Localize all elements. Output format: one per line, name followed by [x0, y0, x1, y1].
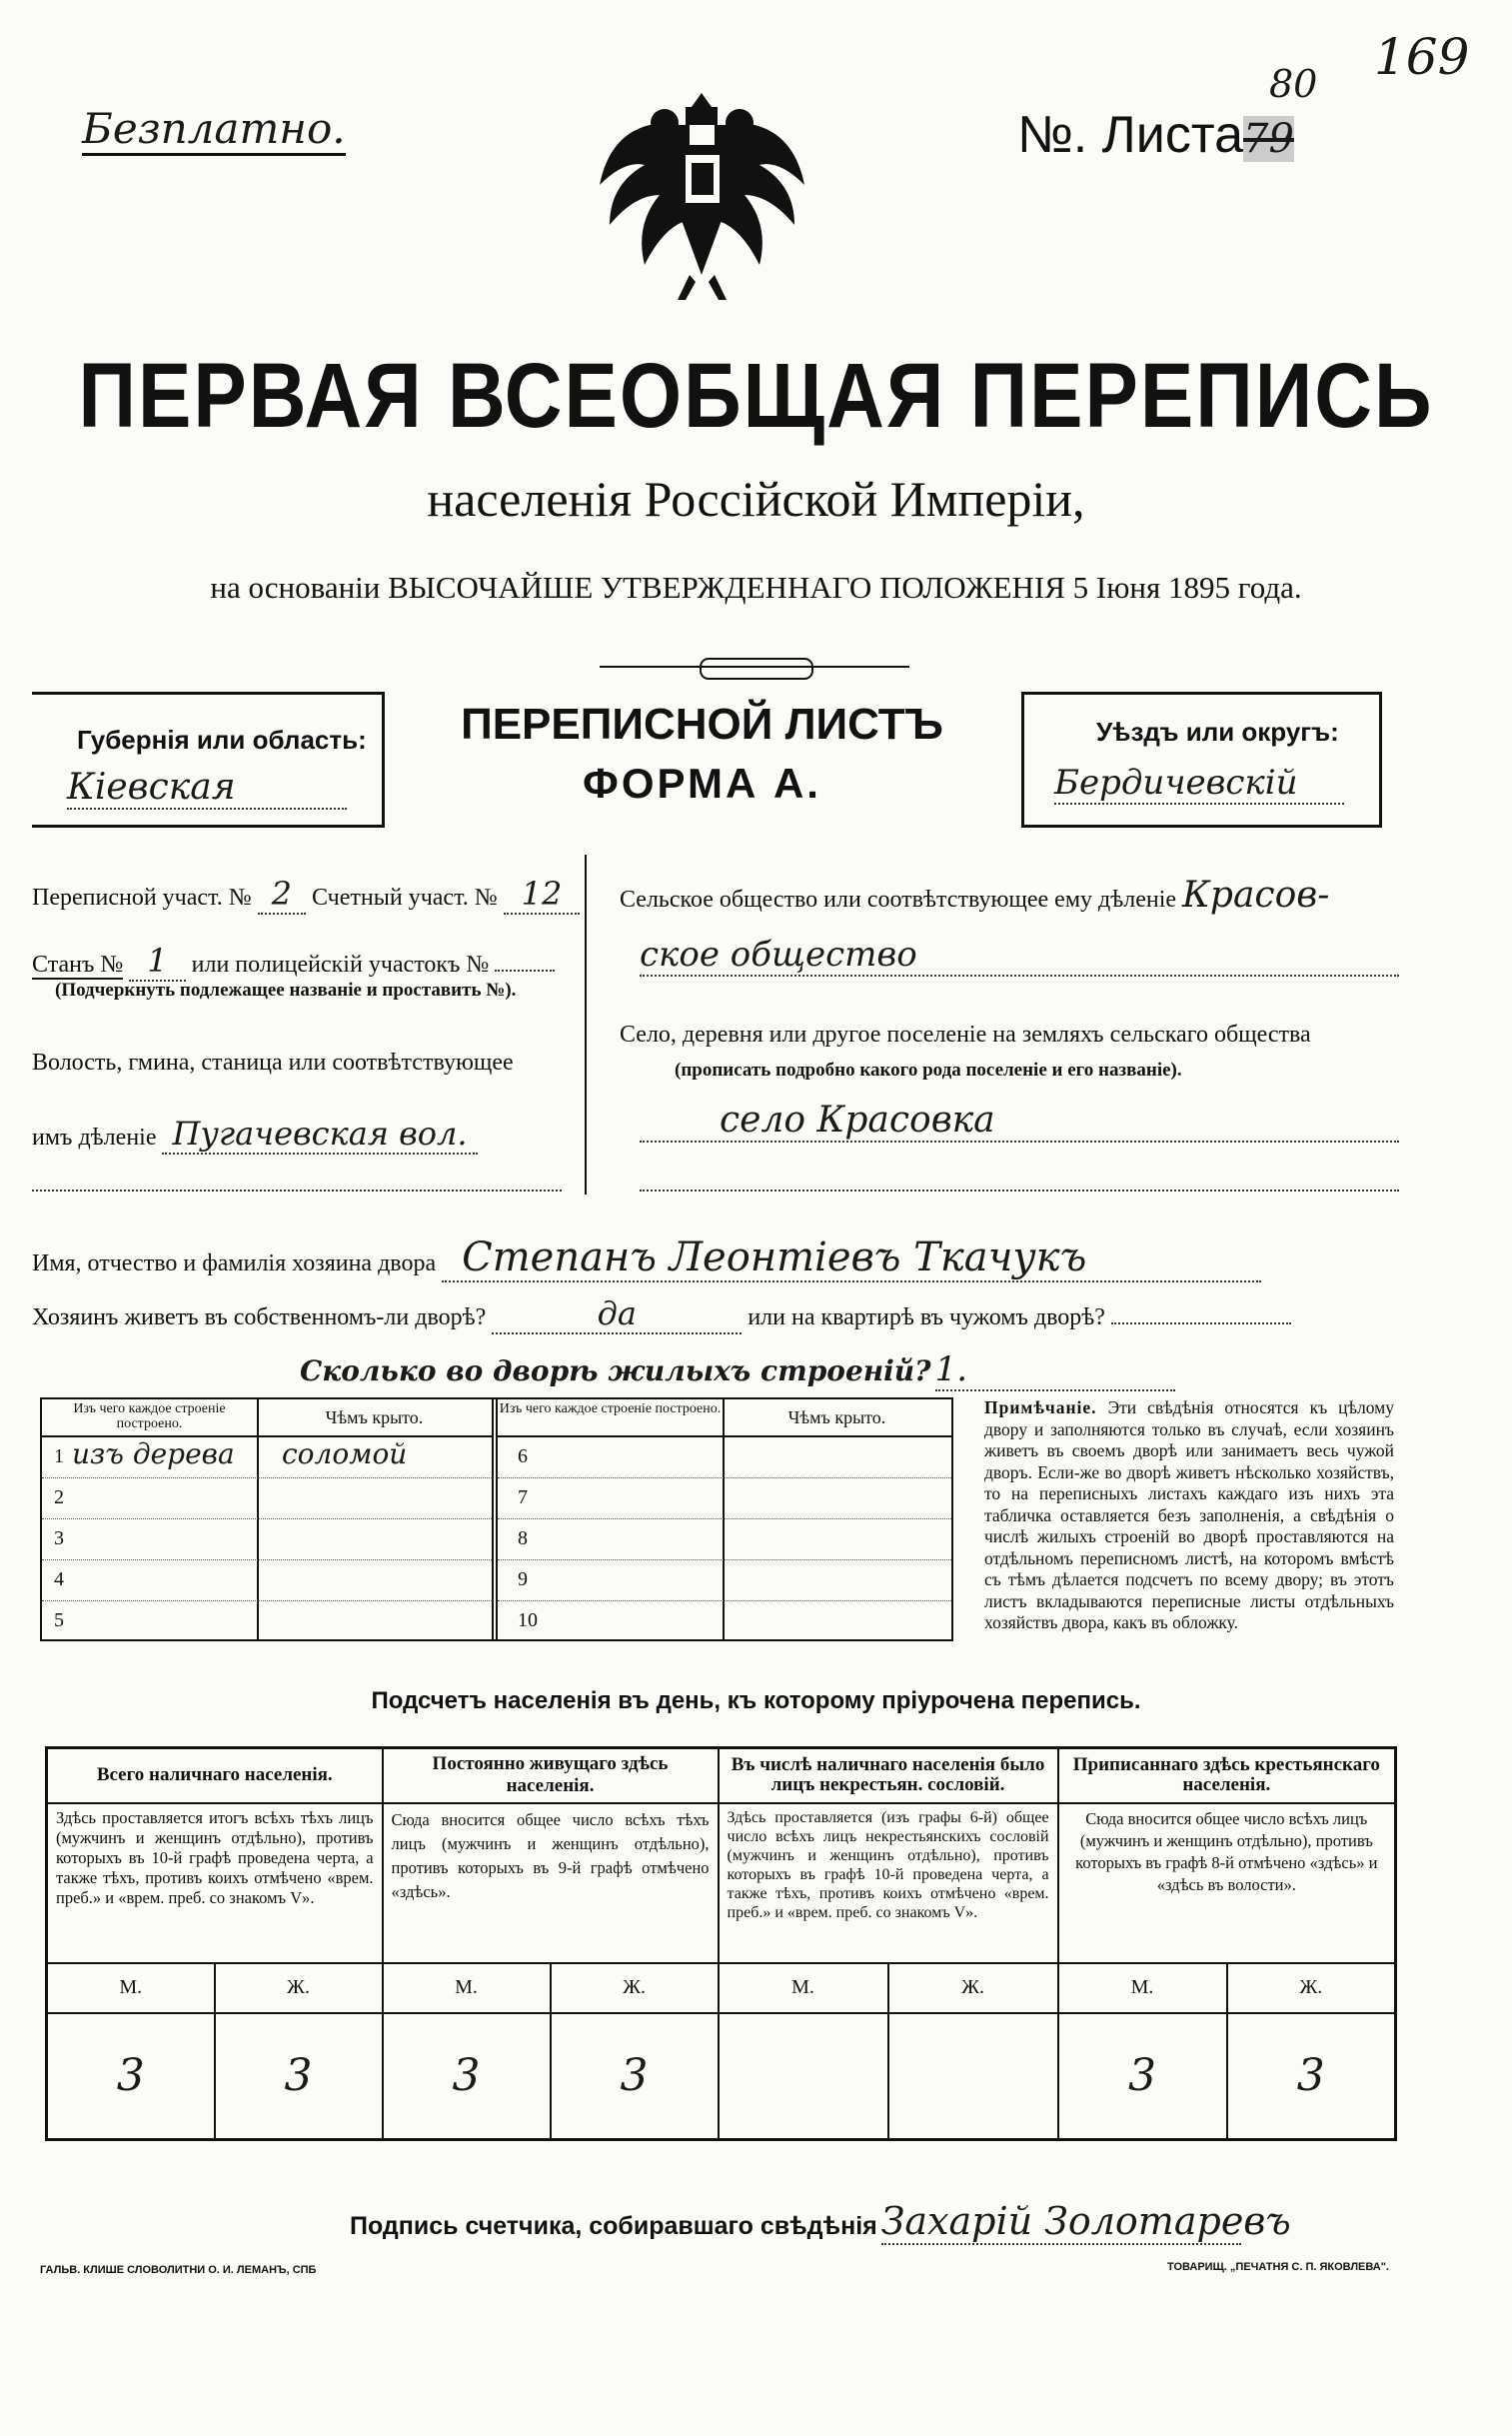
society-line	[620, 875, 1329, 916]
own-yard-label: Хозяинъ живетъ въ собственномъ-ли дворѣ?	[32, 1304, 487, 1330]
table-row: 6	[498, 1437, 951, 1478]
ornament-center	[700, 658, 813, 680]
buildings-count-value: 1.	[935, 1349, 1175, 1391]
pop-col4-m: 3	[1058, 2013, 1227, 2140]
village-label: Село, деревня или другое поселеніе на земляхъ сельскаго общества	[620, 1022, 1311, 1048]
province-box	[32, 692, 385, 828]
pop-col4-head: Приписаннаго здѣсь крестьянскаго населенія.	[1058, 1748, 1396, 1803]
pop-col1-head: Всего наличнаго населенія.	[47, 1748, 383, 1803]
own-yard-value: да	[492, 1294, 742, 1334]
division-value: Пугачевская вол.	[162, 1115, 477, 1155]
pop-col3-desc: Здѣсь проставляется (изъ графы 6-й) общее число всѣхъ лицъ некрестьянскихъ сословій (мужчинъ и женщинъ отдѣльно), противъ которыхъ въ графѣ 10-й проведена черта, а также тѣхъ, противъ коихъ отмѣчено «врем. преб.» и «врем. преб. со знакомъ V».	[719, 1803, 1058, 1963]
underline-note: (Подчеркнуть подлежащее названіе и проставить №).	[55, 980, 517, 1001]
buildings-col-roof-left: Чѣмъ крыто.	[325, 1407, 424, 1427]
footer-left: ГАЛЬВ. КЛИШЕ СЛОВОЛИТНИ О. И. ЛЕМАНЪ, СПБ	[40, 2264, 317, 2276]
pop-col2-f: 3	[551, 2013, 719, 2140]
province-value: Кіевская	[67, 767, 347, 810]
owner-name-value: Степанъ Леонтіевъ Ткачукъ	[442, 1234, 1261, 1282]
village-value: село Красовка	[640, 1100, 1399, 1143]
pop-f-header: Ж.	[1227, 1963, 1396, 2013]
pop-col1-desc: Здѣсь проставляется итогъ всѣхъ тѣхъ лицъ (мужчинъ и женщинъ отдѣльно), противъ которыхъ въ 10-й графѣ проведена черта, а также тѣхъ, противъ коихъ отмѣчено «врем. преб.» и «врем. преб. со знакомъ V».	[47, 1803, 383, 1963]
signature-label: Подпись счетчика, собиравшаго свѣдѣнія	[350, 2212, 877, 2240]
note-text: Эти свѣдѣнія относятся къ цѣлому двору и заполняются только въ случаѣ, если хозяинъ живетъ въ своемъ дворѣ или занимаетъ весь чужой дворъ. Если-же во дворѣ живетъ нѣсколько хозяйствъ, то на переписныхъ листахъ каждаго изъ нихъ эта табличка оставляется безъ заполненія, а свѣдѣнія о числѣ жилыхъ строеній во дворѣ проставляются на отдѣльномъ переписномъ листѣ, на которомъ вмѣстѣ съ тѣмъ дѣлается подсчетъ по всему двору; въ этотъ листъ вкладываются переписные листы отдѣльныхъ хозяйствъ двора, какъ въ обложку.	[984, 1397, 1395, 1632]
sheet-label: №. Листа	[1017, 106, 1244, 164]
table-row: 9	[498, 1560, 951, 1601]
rent-label: или на квартирѣ въ чужомъ дворѣ?	[748, 1304, 1105, 1330]
subtitle: населенія Россійской Имперіи,	[427, 471, 1085, 527]
census-section-value: 2	[258, 875, 306, 915]
pop-col4-f: 3	[1227, 2013, 1396, 2140]
pop-m-header: М.	[383, 1963, 551, 2013]
stan-label: Станъ №	[32, 952, 124, 978]
pop-f-header: Ж.	[551, 1963, 719, 2013]
table-row: 4	[42, 1560, 492, 1601]
owner-name-line	[32, 1234, 1261, 1282]
police-label: или полицейскій участокъ №	[191, 952, 490, 978]
pop-f-header: Ж.	[215, 1963, 383, 2013]
society-value-2: ское общество	[640, 935, 1399, 977]
pop-col1-f: 3	[215, 2013, 383, 2140]
buildings-count-label: Сколько во дворѣ жилыхъ строеній?	[300, 1354, 931, 1387]
volost-label: Волость, гмина, станица или соотвѣтствующее	[32, 1050, 514, 1076]
sheet-old-value: 79	[1243, 116, 1294, 162]
pop-col2-m: 3	[383, 2013, 551, 2140]
table-row: 1 изъ дерева соломой	[42, 1437, 492, 1478]
pop-m-header: М.	[1058, 1963, 1227, 2013]
footer-right: ТОВАРИЩ. „ПЕЧАТНЯ С. П. ЯКОВЛЕВА".	[1167, 2261, 1389, 2273]
owner-name-label: Имя, отчество и фамилія хозяина двора	[32, 1250, 437, 1276]
buildings-col-built-left: Изъ чего каждое строеніе построено.	[73, 1401, 226, 1431]
population-title: Подсчетъ населенія въ день, къ которому пріурочена перепись.	[371, 1687, 1141, 1714]
county-label: Уѣздъ или округъ:	[1096, 717, 1339, 747]
sheet-number	[1017, 105, 1294, 165]
pop-col2-desc: Сюда вносится общее число всѣхъ тѣхъ лицъ (мужчинъ и женщинъ отдѣльно), противъ которыхъ въ 9-й графѣ отмѣчено «здѣсь».	[383, 1803, 719, 1963]
main-title: ПЕРВАЯ ВСЕОБЩАЯ ПЕРЕПИСЬ	[78, 344, 1434, 447]
pop-col3-m	[719, 2013, 888, 2140]
buildings-col-built-right: Изъ чего каждое строеніе построено.	[499, 1401, 722, 1416]
village-extra-line	[640, 1190, 1399, 1192]
form-subtitle: ФОРМА А.	[583, 760, 821, 807]
count-section-label: Счетный участ. №	[311, 885, 498, 911]
fields-divider	[585, 855, 587, 1195]
census-section-line	[32, 875, 580, 913]
buildings-table	[40, 1397, 953, 1641]
division-label: имъ дѣленіе	[32, 1125, 157, 1151]
buildings-count-line	[300, 1349, 1175, 1391]
table-row: 5	[54, 1609, 64, 1631]
table-row: 8	[498, 1519, 951, 1560]
province-label: Губернія или область:	[77, 725, 367, 755]
stan-line	[32, 942, 555, 980]
count-section-value: 12	[504, 875, 581, 915]
pop-col1-m: 3	[47, 2013, 215, 2140]
free-label: Безплатно.	[82, 105, 346, 156]
double-headed-eagle-emblem	[590, 85, 814, 310]
signature-line	[350, 2199, 1291, 2245]
sheet-new-value: 80	[1269, 62, 1318, 106]
pop-col3-f	[888, 2013, 1058, 2140]
archive-number: 169	[1374, 28, 1470, 86]
table-row: 3	[42, 1519, 492, 1560]
county-value: Бердичевскій	[1054, 763, 1344, 805]
table-row: 2	[42, 1478, 492, 1519]
village-note: (прописать подробно какого рода поселеніе и его названіе).	[675, 1060, 1182, 1081]
table-row: 7	[498, 1478, 951, 1519]
pop-f-header: Ж.	[888, 1963, 1058, 2013]
division-extra-line	[32, 1190, 562, 1192]
signature-value: Захарій Золотаревъ	[880, 2199, 1291, 2243]
division-line	[32, 1115, 478, 1153]
population-table	[45, 1746, 1397, 2141]
stan-value: 1	[129, 942, 185, 982]
society-value-1: Красов-	[1182, 875, 1330, 916]
table-row: 10	[518, 1609, 538, 1631]
society-label: Сельское общество или соотвѣтствующее ему дѣленіе	[620, 887, 1177, 913]
pop-col2-head: Постоянно живущаго здѣсь населенія.	[383, 1748, 719, 1803]
pop-col3-head: Въ числѣ наличнаго населенія было лицъ некрестьян. сословій.	[719, 1748, 1058, 1803]
pop-m-header: М.	[47, 1963, 215, 2013]
note-head: Примѣчаніе.	[984, 1397, 1097, 1417]
form-title: ПЕРЕПИСНОЙ ЛИСТЪ	[461, 700, 943, 749]
buildings-col-roof-right: Чѣмъ крыто.	[787, 1407, 886, 1427]
county-box	[1021, 692, 1382, 828]
pop-col4-desc: Сюда вносится общее число всѣхъ лицъ (мужчинъ и женщинъ отдѣльно), противъ которыхъ въ графѣ 8-й отмѣчено «здѣсь» и «здѣсь въ волости».	[1058, 1803, 1396, 1963]
census-section-label: Переписной участ. №	[32, 885, 252, 911]
basis-line: на основаніи ВЫСОЧАЙШЕ УТВЕРЖДЕННАГО ПОЛОЖЕНІЯ 5 Іюня 1895 года.	[210, 570, 1302, 605]
buildings-note	[984, 1397, 1394, 1634]
pop-m-header: М.	[719, 1963, 888, 2013]
owner-residence-line	[32, 1294, 1291, 1334]
